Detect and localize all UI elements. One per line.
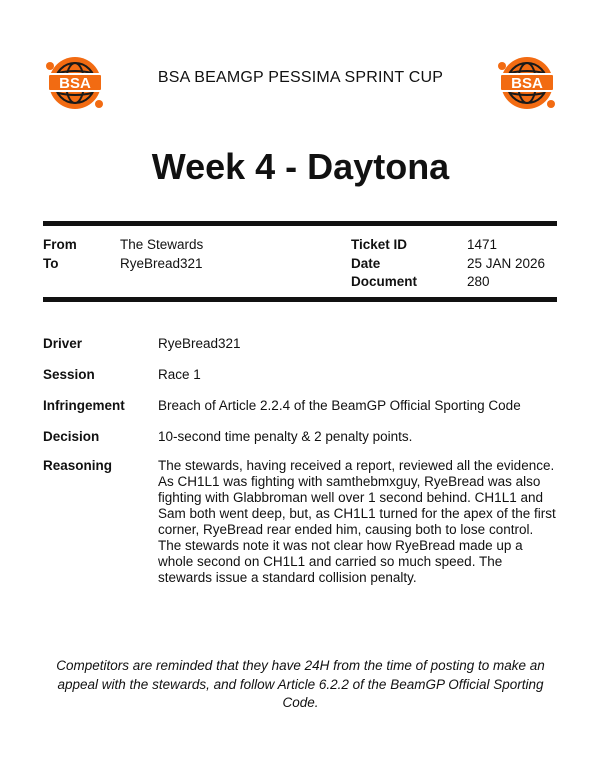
appeal-notice: Competitors are reminded that they have 24H from the time of posting to make an appeal with the stewards, and follow Article 6.2.2 of the BeamGP Official Sporting Code.	[56, 658, 545, 710]
from-value: The Stewards	[120, 237, 204, 252]
header-meta-right	[351, 236, 545, 292]
document-value: 280	[467, 274, 490, 289]
logo-text: BSA	[511, 75, 543, 92]
infringement-row	[43, 398, 557, 414]
document-row	[351, 273, 545, 292]
date-label: Date	[351, 255, 381, 271]
session-row	[43, 367, 557, 383]
decision-value: 10-second time penalty & 2 penalty points.	[158, 429, 413, 444]
document-label: Document	[351, 274, 418, 289]
to-row	[43, 255, 203, 274]
driver-row	[43, 336, 557, 352]
driver-value: RyeBread321	[158, 336, 241, 351]
from-label: From	[43, 237, 77, 252]
date-row	[351, 255, 545, 274]
driver-label: Driver	[43, 336, 83, 351]
decision-details	[43, 336, 557, 586]
infringement-label: Infringement	[43, 398, 125, 413]
infringement-value: Breach of Article 2.2.4 of the BeamGP Official Sporting Code	[158, 398, 521, 413]
ticket-value: 1471	[467, 237, 498, 252]
decision-row	[43, 429, 557, 445]
reasoning-row	[43, 458, 557, 586]
to-label: To	[43, 255, 59, 271]
date-value: 25 JAN 2026	[467, 255, 546, 271]
reasoning-value: The stewards, having received a report, reviewed all the evidence. As CH1L1 was fighting with samthebmxguy, RyeBread was also fighting with Glabbroman well over 1 second behind. CH1L1 and Sam both went deep, but, as CH1L1 turned for the apex of the first corner, RyeBread rear ended him, causing both to lose control. The stewards note it was not clear how RyeBread made up a whole second on CH1L1 and carried so much speed. The stewards issue a standard collision penalty.	[158, 458, 556, 585]
to-value: RyeBread321	[120, 255, 203, 271]
header-meta-left	[43, 236, 203, 273]
logo-text: BSA	[59, 75, 91, 92]
divider-bottom	[43, 297, 557, 302]
decision-label: Decision	[43, 429, 100, 444]
ticket-row	[351, 236, 545, 255]
ticket-label: Ticket ID	[351, 237, 408, 252]
event-title: Week 4 - Daytona	[151, 146, 450, 187]
session-label: Session	[43, 367, 95, 382]
cup-title: BSA BEAMGP PESSIMA SPRINT CUP	[157, 69, 444, 86]
divider-top	[43, 221, 557, 226]
from-row	[43, 236, 203, 255]
reasoning-label: Reasoning	[43, 458, 113, 473]
session-value: Race 1	[158, 367, 201, 382]
